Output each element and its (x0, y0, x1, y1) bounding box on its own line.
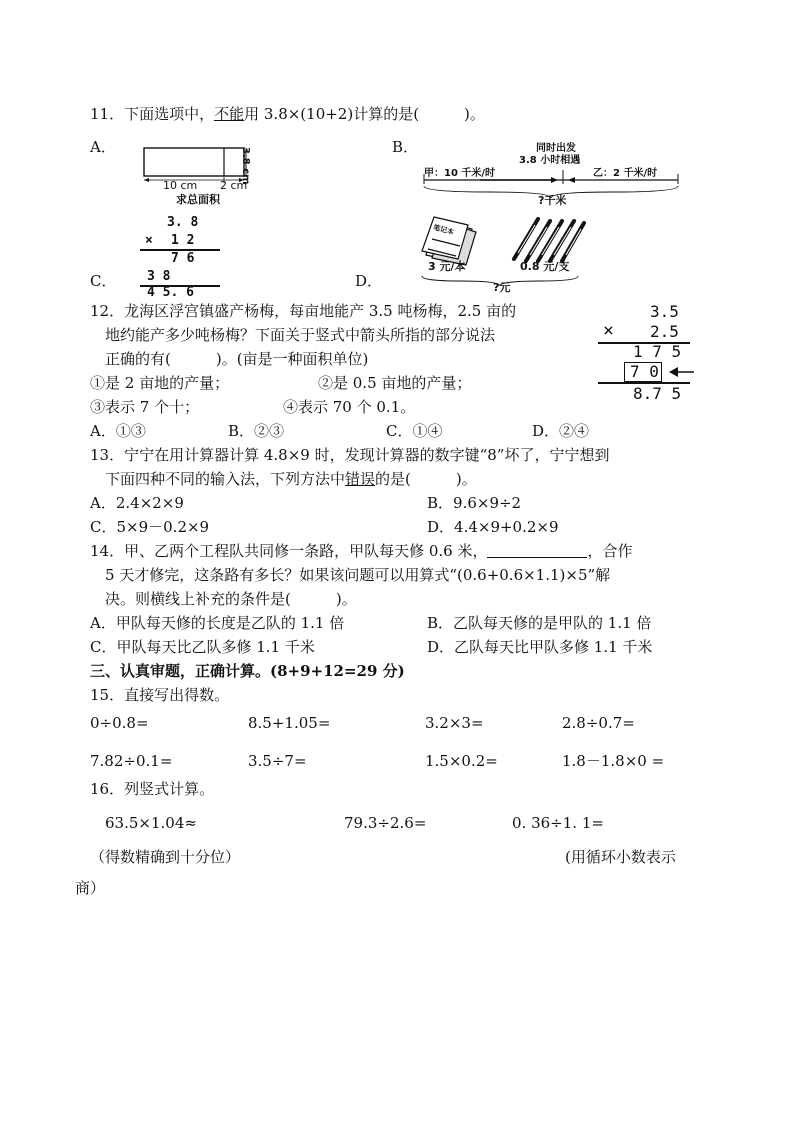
q16-note-wrap: 商） (75, 879, 106, 897)
q11-c-row1 (145, 215, 198, 231)
q11-d-price-left: 3 元/本 (428, 260, 466, 273)
q16-item-1: 63.5×1.04≈ (105, 814, 197, 832)
q15-item-6: 3.5÷7= (248, 752, 307, 770)
q13-line1: 13．宁宁在用计算器计算 4.8×9 时，发现计算器的数字键“8”坏了，宁宁想到 (90, 446, 610, 464)
q11-option-d-label: D． (355, 272, 383, 290)
q16-title: 16．列竖式计算。 (90, 780, 215, 798)
q13-line2-post: 的是( )。 (375, 470, 477, 488)
q16-note-left: （得数精确到十分位） (90, 848, 241, 866)
q12-option-a: A．①③ (90, 422, 146, 440)
q11-c-row2 (145, 233, 194, 249)
q16-item-2: 79.3÷2.6= (344, 814, 427, 832)
q11-c-row2-op: × (145, 233, 153, 248)
q14-line1-post: ，合作 (587, 542, 633, 560)
q15-title: 15．直接写出得数。 (90, 686, 230, 704)
q14-line1-pre: 14．甲、乙两个工程队共同修一条路，甲队每天修 0.6 米， (90, 542, 488, 560)
q12-line2: 地约能产多少吨杨梅？下面关于竖式中箭头所指的部分说法 (105, 326, 496, 344)
q14-option-a: A．甲队每天修的长度是乙队的 1.1 倍 (90, 614, 345, 632)
q11-c-row2-digits: 1 2 (171, 233, 195, 248)
q11-b-right: 乙：2 千米/时 (593, 168, 658, 179)
q12-vert-row3: 1 7 5 (633, 342, 682, 361)
q11-a-width-left: 10 cm (163, 179, 198, 192)
q13-option-a: A．2.4×2×9 (90, 494, 184, 512)
q11-b-top2: 3.8 小时相遇 (519, 155, 581, 166)
q14-option-c: C．甲队每天比乙队多修 1.1 千米 (90, 638, 315, 656)
q13-option-d: D．4.4×9+0.2×9 (427, 518, 559, 536)
q12-vert-row1: 3.5 (650, 302, 679, 321)
q11-a-height-label: 3.8 cm (240, 147, 251, 185)
q11-stem-underlined: 不能 (214, 105, 245, 123)
q15-item-1: 0÷0.8= (90, 714, 149, 732)
q12-line3: 正确的有( )。(亩是一种面积单位) (105, 350, 369, 368)
q15-item-2: 8.5+1.05= (248, 714, 331, 732)
q11-b-left: 甲：10 千米/时 (424, 168, 496, 179)
q12-option-b: B．②③ (228, 422, 285, 440)
q16-item-3: 0. 36÷1. 1= (512, 814, 604, 832)
q11-d-price-right: 0.8 元/支 (520, 260, 570, 273)
q12-statement-2: ②是 0.5 亩地的产量； (318, 374, 472, 392)
q11-c-row5: 4 5. 6 (147, 285, 194, 300)
q14-blank (487, 543, 587, 558)
q11-stem-post: 用 3.8×(10+2)计算的是( )。 (244, 105, 485, 123)
q12-vert-row4: 7 0 (630, 362, 659, 381)
q14-line1 (90, 542, 633, 560)
q13-option-b: B．9.6×9÷2 (427, 494, 522, 512)
q14-option-b: B．乙队每天修的是甲队的 1.1 倍 (427, 614, 652, 632)
q13-option-c: C．5×9－0.2×9 (90, 518, 210, 536)
q11-stem (90, 105, 485, 123)
q13-line2-underlined: 错误 (345, 470, 376, 488)
q11-option-b-label: B． (392, 138, 419, 156)
q12-statement-3: ③表示 7 个十； (90, 398, 200, 416)
q12-vert-row2: 2.5 (650, 322, 679, 341)
q11-d-book-label: 笔记本 (432, 223, 455, 237)
q15-item-8: 1.8－1.8×0 = (562, 752, 665, 770)
q11-option-a-label: A． (90, 138, 116, 156)
q15-item-7: 1.5×0.2= (425, 752, 498, 770)
q11-c-row1-digits: 3. 8 (167, 215, 199, 230)
q14-line2: 5 天才修完，这条路有多长？如果该问题可以用算式“(0.6+0.6×1.1)×5”解 (105, 566, 611, 584)
q11-b-top1: 同时出发 (536, 143, 576, 154)
q14-line3: 决。则横线上补充的条件是( )。 (105, 590, 357, 608)
q12-vert-op: × (603, 320, 614, 341)
q15-item-3: 3.2×3= (425, 714, 484, 732)
q11-option-c-label: C． (90, 272, 117, 290)
q12-line1: 12．龙海区浮宫镇盛产杨梅，每亩地能产 3.5 吨杨梅，2.5 亩的 (90, 302, 517, 320)
arrow-left-icon (668, 364, 696, 378)
q15-item-5: 7.82÷0.1= (90, 752, 173, 770)
q11-a-caption: 求总面积 (176, 193, 220, 206)
q11-d-bottom: ?元 (493, 281, 511, 294)
q11-c-row4: 3 8 (147, 269, 171, 284)
q12-statement-1: ①是 2 亩地的产量； (90, 374, 230, 392)
q12-vert-row5: 8.7 5 (633, 384, 682, 403)
section-3-heading: 三、认真审题，正确计算。(8+9+12=29 分) (90, 662, 405, 680)
q12-option-c: C．①④ (386, 422, 443, 440)
q11-a-width-right: 2 cm (220, 179, 248, 192)
q13-line2-pre: 下面四种不同的输入法，下列方法中 (105, 470, 346, 488)
q11-c-row3: 7 6 (171, 251, 195, 266)
q12-option-d: D．②④ (532, 422, 590, 440)
q13-line2 (105, 470, 477, 488)
q11-b-bottom: ?千米 (538, 194, 567, 207)
q14-option-d: D．乙队每天比甲队多修 1.1 千米 (427, 638, 653, 656)
q11-stem-pre: 11．下面选项中， (90, 105, 215, 123)
q12-statement-4: ④表示 70 个 0.1。 (283, 398, 416, 416)
q16-note-right: (用循环小数表示 (565, 848, 676, 866)
q15-item-4: 2.8÷0.7= (562, 714, 635, 732)
